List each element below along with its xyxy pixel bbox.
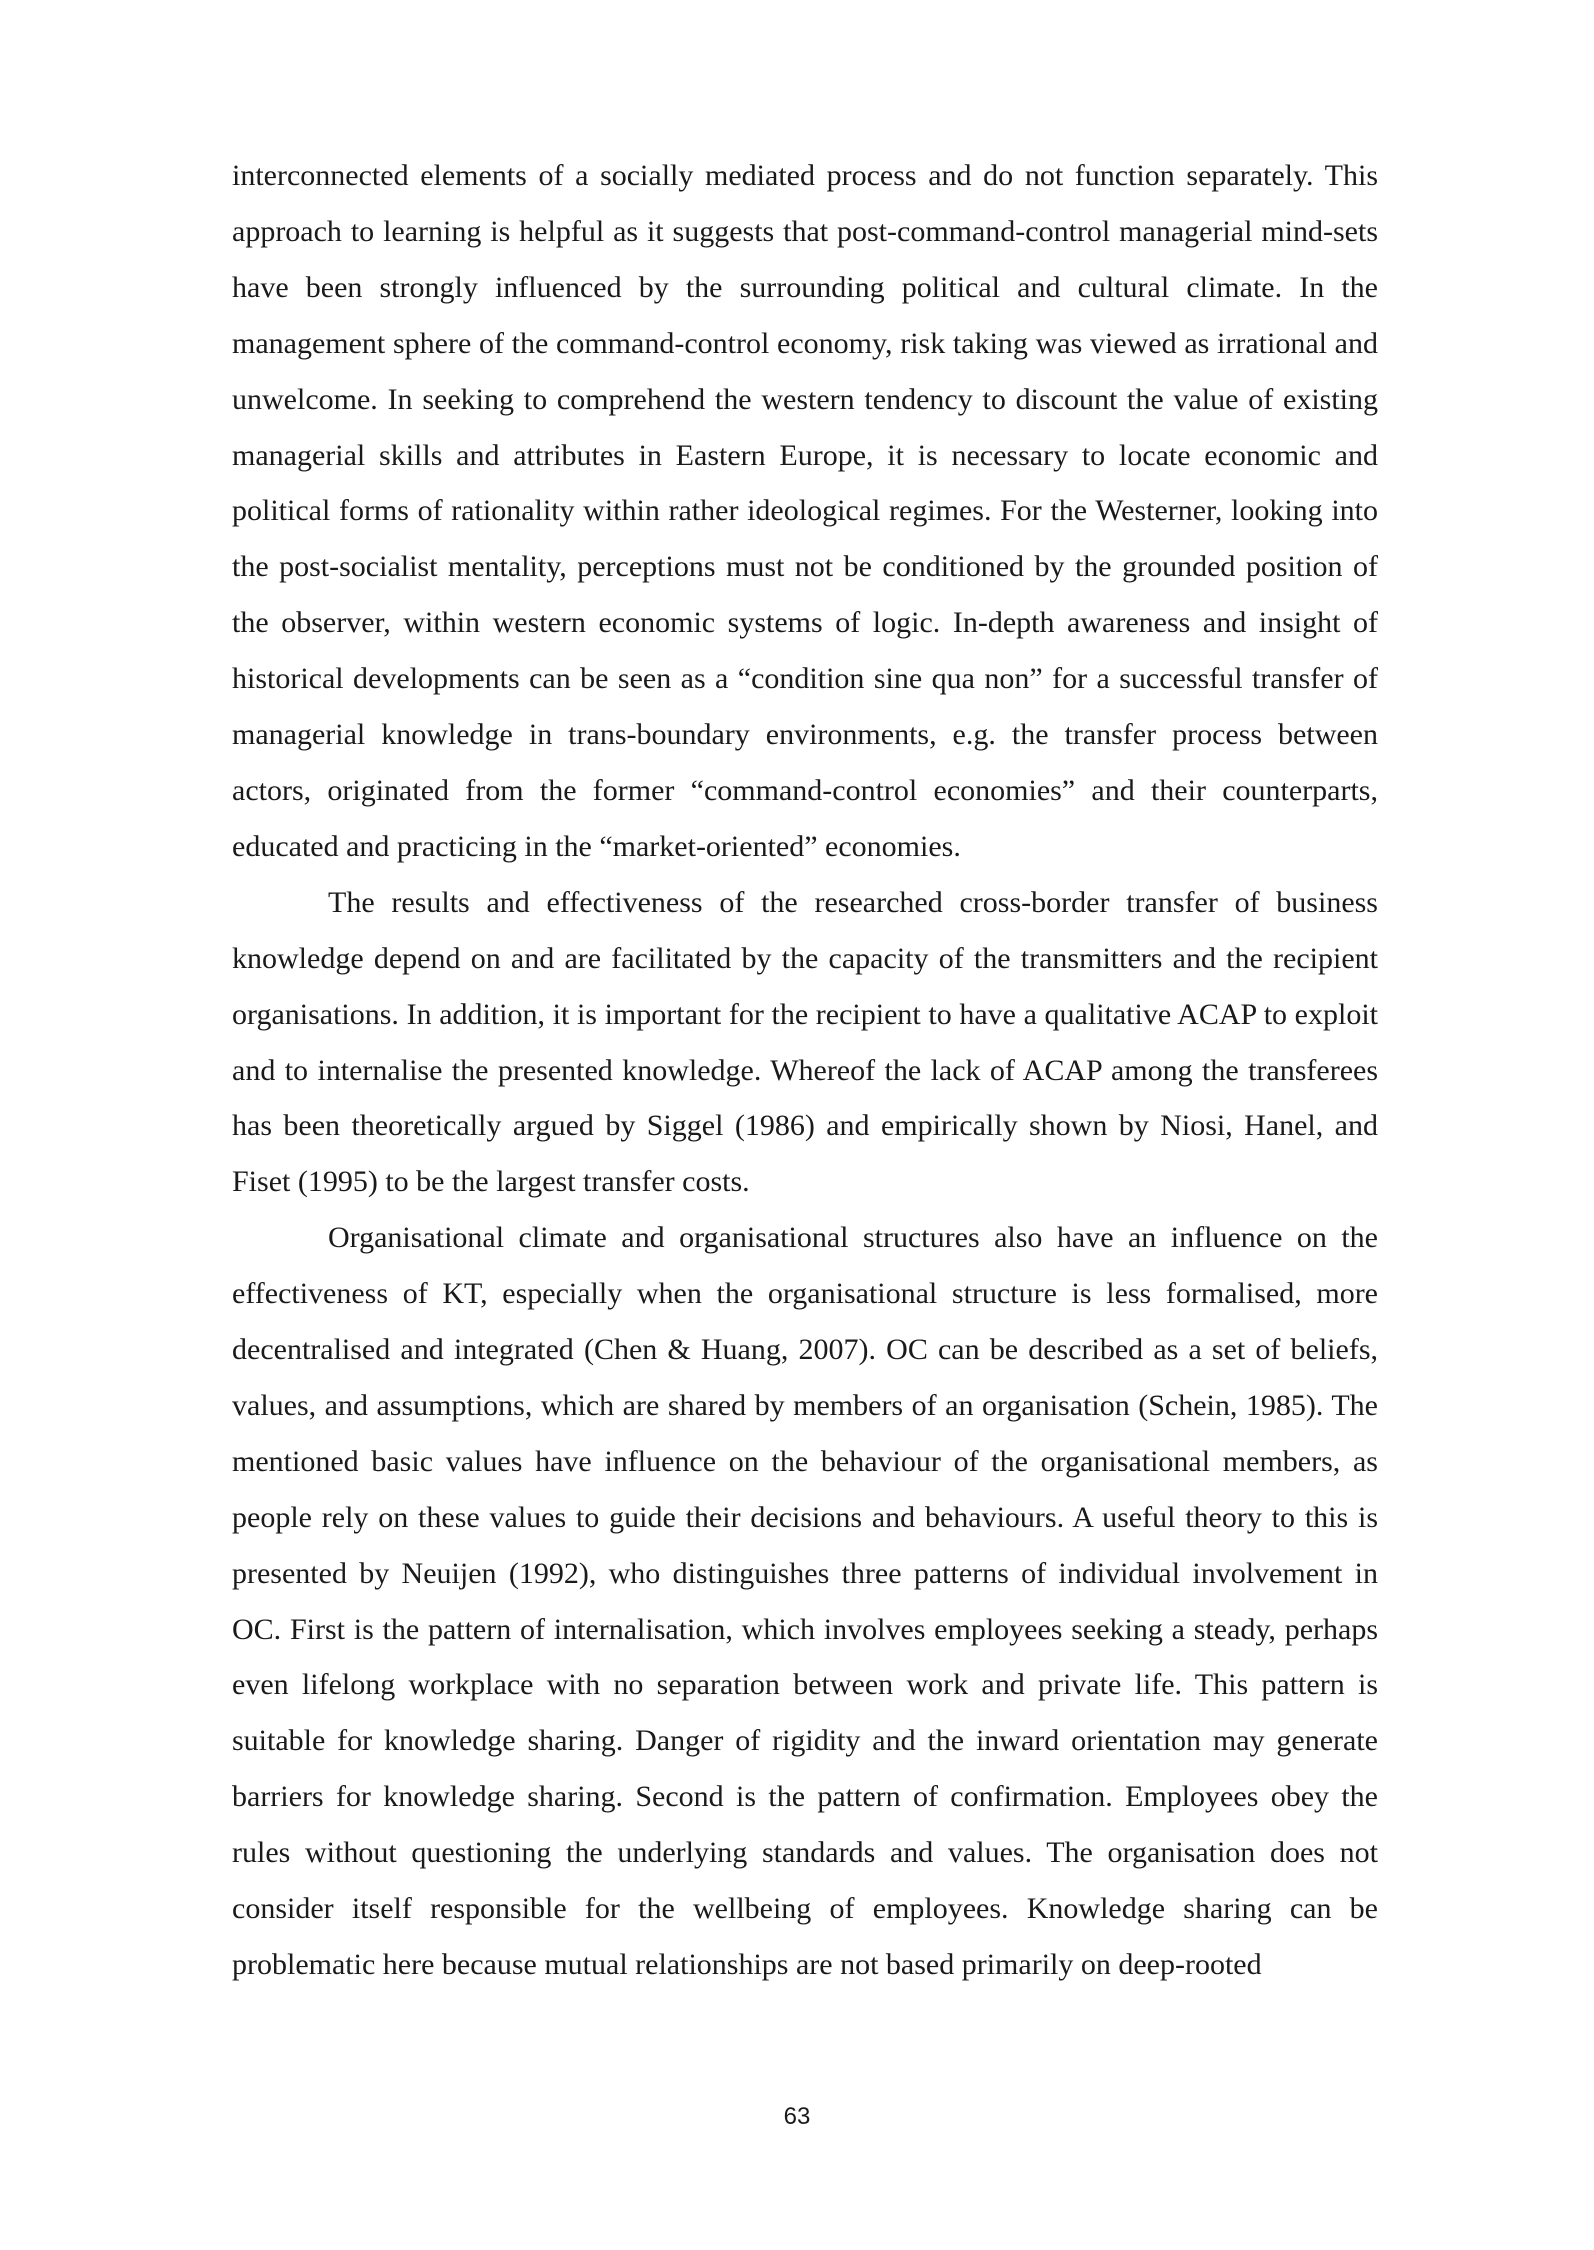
paragraph-continuation: interconnected elements of a socially mediated process and do not function separately. This approach to learning is helpful as it suggests that post-command-control managerial mind-sets have been strongly influenced by the surrounding political and cultural climate. In the management sphere of the command-control economy, risk taking was viewed as irrational and unwelcome. In seeking to comprehend the western tendency to discount the value of existing managerial skills and attributes in Eastern Europe, it is necessary to locate economic and political forms of rationality within rather ideological regimes. For the Westerner, looking into the post-socialist mentality, perceptions must not be conditioned by the grounded position of the observer, within western economic systems of logic. In-depth awareness and insight of historical developments can be seen as a “condition sine qua non” for a successful transfer of managerial knowledge in trans-boundary environments, e.g. the transfer process between actors, originated from the former “command-control economies” and their counterparts, educated and practicing in the “market-oriented” economies. [232,159,1378,863]
body-text [232,148,1378,1993]
paragraph-organisational-climate: Organisational climate and organisational structures also have an influence on the effectiveness of KT, especially when the organisational structure is less formalised, more decentralised and integrated (Chen & Huang, 2007). OC can be described as a set of beliefs, values, and assumptions, which are shared by members of an organisation (Schein, 1985). The mentioned basic values have influence on the behaviour of the organisational members, as people rely on these values to guide their decisions and behaviours. A useful theory to this is presented by Neuijen (1992), who distinguishes three patterns of individual involvement in OC. First is the pattern of internalisation, which involves employees seeking a steady, perhaps even lifelong workplace with no separation between work and private life. This pattern is suitable for knowledge sharing. Danger of rigidity and the inward orientation may generate barriers for knowledge sharing. Second is the pattern of confirmation. Employees obey the rules without questioning the underlying standards and values. The organisation does not consider itself responsible for the wellbeing of employees. Knowledge sharing can be problematic here because mutual relationships are not based primarily on deep-rooted [232,1221,1378,1981]
paragraph-knowledge-transfer: The results and effectiveness of the researched cross-border transfer of business knowledge depend on and are facilitated by the capacity of the transmitters and the recipient organisations. In addition, it is important for the recipient to have a qualitative ACAP to exploit and to internalise the presented knowledge. Whereof the lack of ACAP among the transferees has been theoretically argued by Siggel (1986) and empirically shown by Niosi, Hanel, and Fiset (1995) to be the largest transfer costs. [232,885,1378,1199]
page-number: 63 [783,2103,811,2130]
